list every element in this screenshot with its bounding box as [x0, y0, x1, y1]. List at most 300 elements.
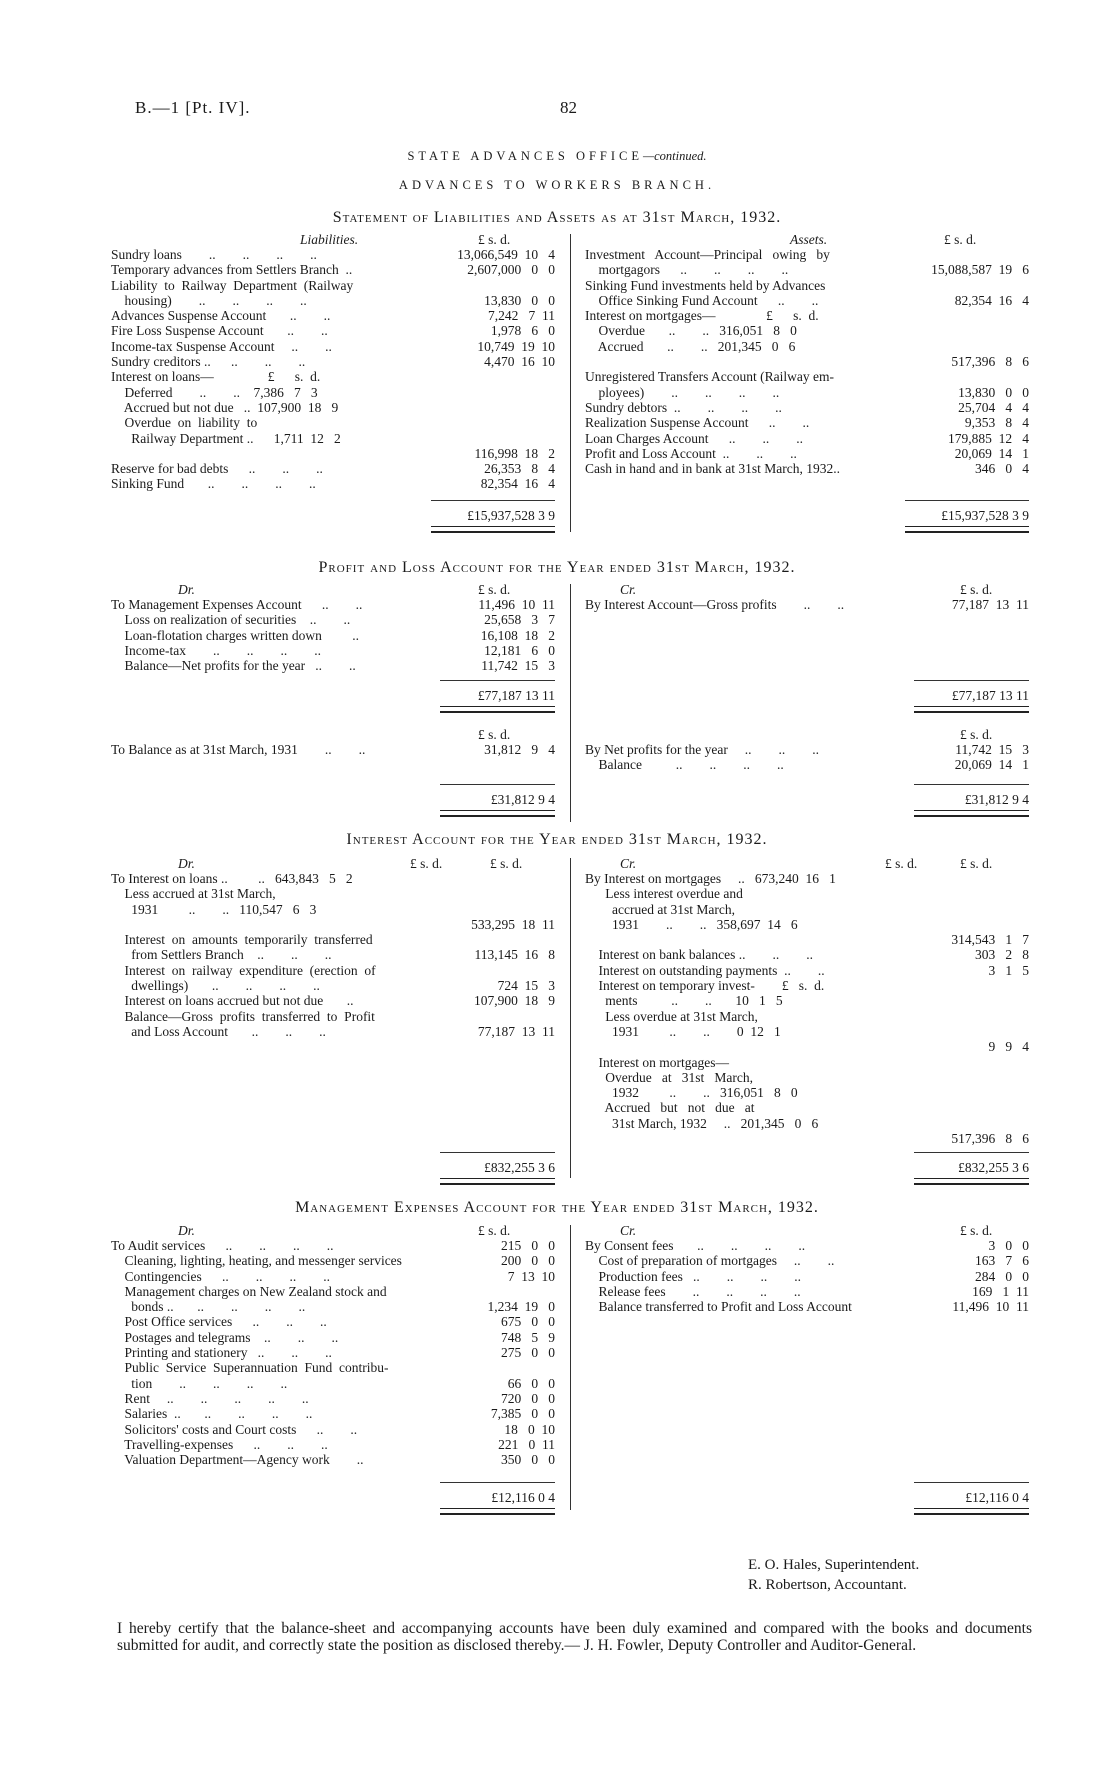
profit-loss-cr: Cr. — [620, 582, 637, 597]
pl2-debit-total-double-rule — [440, 810, 555, 817]
interest-cr: Cr. — [620, 856, 637, 871]
mgmt-cr: Cr. — [620, 1223, 637, 1238]
ledger-row — [111, 1422, 555, 1437]
ledger-label: Sinking Fund .. .. .. .. — [111, 476, 316, 492]
ledger-amount: 4,470 16 10 — [484, 354, 555, 370]
ledger-label: 1931 .. .. 0 12 1 — [585, 1023, 781, 1039]
ledger-amount: 13,066,549 10 4 — [457, 247, 555, 262]
ledger-amount: 11,742 15 3 — [955, 742, 1029, 757]
ledger-label: To Interest on loans .. .. 643,843 5 2 — [111, 871, 353, 886]
ledger-row — [585, 978, 1029, 993]
profit-loss-credits — [585, 597, 1029, 612]
ledger-amount: 215 0 0 — [501, 1238, 555, 1253]
ledger-label: Cash in hand and in bank at 31st March, 1932.. — [585, 461, 840, 477]
interest-debit-total-double-rule — [440, 1178, 555, 1185]
profit-loss-dr: Dr. — [178, 582, 195, 597]
ledger-row — [585, 1009, 1029, 1024]
ledger-row — [111, 293, 555, 308]
ledger-row — [111, 1284, 555, 1299]
ledger-amount: 18 0 10 — [504, 1421, 555, 1437]
ledger-row — [585, 1024, 1029, 1039]
ledger-row — [111, 1360, 555, 1375]
balance-sheet-divider — [570, 234, 571, 532]
ledger-row — [585, 339, 1029, 354]
ledger-amount: 169 1 11 — [972, 1283, 1029, 1299]
ledger-label: Less interest overdue and — [585, 886, 743, 902]
ledger-row — [585, 323, 1029, 338]
pl2-credit-total: £31,812 9 4 — [964, 792, 1029, 807]
ledger-amount: 77,187 13 11 — [477, 1023, 555, 1039]
mgmt-divider — [570, 1225, 571, 1510]
ledger-row — [111, 902, 555, 917]
pl-debit-total: £77,187 13 11 — [477, 688, 555, 703]
ledger-amount: 346 0 4 — [975, 461, 1029, 477]
ledger-label: and Loss Account .. .. .. — [111, 1023, 326, 1039]
liabilities-total: £15,937,528 3 9 — [467, 508, 555, 523]
ledger-label: Advances Suspense Account .. .. — [111, 308, 331, 324]
ledger-row — [585, 597, 1029, 612]
ledger-amount: 350 0 0 — [501, 1452, 555, 1468]
ledger-label: Cleaning, lighting, heating, and messenger services — [111, 1253, 402, 1269]
ledger-amount: 12,181 6 0 — [484, 642, 555, 658]
ledger-row — [585, 354, 1029, 369]
assets-heading: Assets. — [790, 232, 828, 247]
ledger-label: Interest on mortgages— — [585, 1054, 729, 1070]
ledger-row — [111, 1345, 555, 1360]
ledger-label: Rent .. .. .. .. .. — [111, 1390, 309, 1406]
assets-list — [585, 247, 1029, 476]
ledger-row — [111, 1330, 555, 1345]
ledger-row — [111, 1009, 555, 1024]
ledger-amount: 303 2 8 — [975, 947, 1029, 963]
ledger-label: from Settlers Branch .. .. .. — [111, 947, 332, 963]
ledger-row — [585, 902, 1029, 917]
ledger-row — [111, 1314, 555, 1329]
ledger-label: Printing and stationery .. .. .. — [111, 1345, 332, 1361]
ledger-row — [111, 1299, 555, 1314]
liabilities-total-double-rule — [431, 526, 555, 533]
balance-sheet-title: Statement of Liabilities and Assets as at 31st March, 1932. — [332, 209, 782, 226]
ledger-label: Investment Account—Principal owing by — [585, 247, 830, 262]
ledger-row — [585, 461, 1029, 476]
ledger-amount: 25,704 4 4 — [958, 399, 1029, 415]
ledger-amount: 10,749 19 10 — [477, 338, 555, 354]
mgmt-credit-total-double-rule — [914, 1508, 1029, 1515]
mgmt-credit-total-rule — [914, 1482, 1029, 1483]
ledger-row — [111, 1376, 555, 1391]
ledger-label: Accrued .. .. 201,345 0 6 — [585, 338, 796, 354]
ledger-row — [585, 1085, 1029, 1100]
ledger-row — [111, 1437, 555, 1452]
ledger-row — [111, 415, 555, 430]
profit-loss-debits — [111, 597, 555, 673]
ledger-label: mortgagors .. .. .. .. — [585, 262, 789, 278]
ledger-label: Interest on loans— £ s. d. — [111, 369, 321, 385]
ledger-label: Accrued but not due at — [585, 1100, 755, 1116]
signature-superintendent: E. O. Hales, Superintendent. — [748, 1557, 920, 1573]
liabilities-col-head: £ s. d. — [478, 232, 511, 247]
ledger-row — [585, 1116, 1029, 1131]
pl2-credit-total-double-rule — [914, 810, 1029, 817]
assets-total-rule — [905, 500, 1029, 501]
ledger-label: Railway Department .. 1,711 12 2 — [111, 430, 341, 446]
ledger-row — [111, 431, 555, 446]
ledger-label: Solicitors' costs and Court costs .. .. — [111, 1421, 358, 1437]
ledger-row — [585, 993, 1029, 1008]
ledger-row — [111, 643, 555, 658]
profit-loss-title: Profit and Loss Account for the Year ended 31st March, 1932. — [318, 559, 796, 576]
assets-col-head: £ s. d. — [944, 232, 977, 247]
ledger-amount: 517,396 8 6 — [951, 1131, 1029, 1147]
pl2-cr-col-head: £ s. d. — [960, 727, 993, 742]
ledger-label: Loss on realization of securities .. .. — [111, 612, 351, 628]
ledger-row — [585, 963, 1029, 978]
ledger-label: Public Service Superannuation Fund contribu- — [111, 1360, 389, 1376]
mgmt-cr-col-head: £ s. d. — [960, 1223, 993, 1238]
ledger-label: dwellings) .. .. .. .. — [111, 978, 320, 994]
document-reference: B.—1 [Pt. IV]. — [135, 98, 251, 117]
mgmt-dr: Dr. — [178, 1223, 195, 1238]
ledger-row — [585, 278, 1029, 293]
ledger-row — [111, 886, 555, 901]
ledger-label: 1931 .. .. 110,547 6 3 — [111, 901, 317, 917]
ledger-amount: 13,830 0 0 — [484, 292, 555, 308]
mgmt-debit-total-double-rule — [440, 1508, 555, 1515]
ledger-row — [111, 354, 555, 369]
audit-certificate: I hereby certify that the balance-sheet and accompanying accounts have been duly examined and compared with the books and documents submitted for audit, and correctly state the position as disclosed thereby.— J. H. Fowler, Deputy Controller and Auditor-General. — [117, 1620, 1032, 1654]
ledger-label: Less overdue at 31st March, — [585, 1008, 758, 1024]
ledger-label: Interest on mortgages— £ s. d. — [585, 308, 819, 324]
ledger-label: Sundry creditors .. .. .. .. — [111, 354, 306, 370]
ledger-row — [111, 1391, 555, 1406]
profit-loss-balance-debits — [111, 742, 555, 757]
ledger-row — [111, 1406, 555, 1421]
ledger-amount: 15,088,587 19 6 — [931, 262, 1029, 278]
ledger-row — [585, 1070, 1029, 1085]
ledger-label: Interest on temporary invest- £ s. d. — [585, 978, 825, 994]
ledger-row — [111, 385, 555, 400]
ledger-row — [111, 917, 555, 932]
ledger-row — [585, 400, 1029, 415]
ledger-label: tion .. .. .. .. — [111, 1375, 288, 1391]
ledger-label: Salaries .. .. .. .. .. — [111, 1406, 313, 1422]
ledger-amount: 1,978 6 0 — [490, 323, 555, 339]
ledger-amount: 720 0 0 — [501, 1390, 555, 1406]
ledger-label: Management charges on New Zealand stock and — [111, 1283, 387, 1299]
interest-divider — [570, 858, 571, 1178]
ledger-label: Interest on bank balances .. .. .. — [585, 947, 813, 963]
interest-dr: Dr. — [178, 856, 195, 871]
ledger-amount: 13,830 0 0 — [958, 384, 1029, 400]
ledger-label: Balance .. .. .. .. — [585, 757, 784, 773]
ledger-label: By Net profits for the year .. .. .. — [585, 742, 819, 757]
ledger-row — [585, 1299, 1029, 1314]
ledger-label: Deferred .. .. 7,386 7 3 — [111, 384, 318, 400]
ledger-label: Valuation Department—Agency work .. — [111, 1452, 364, 1468]
ledger-amount: 200 0 0 — [501, 1253, 555, 1269]
ledger-label: By Interest Account—Gross profits .. .. — [585, 597, 845, 612]
ledger-row — [585, 1055, 1029, 1070]
ledger-label: Balance—Net profits for the year .. .. — [111, 658, 356, 674]
ledger-amount: 3 1 5 — [988, 962, 1029, 978]
ledger-label: Liability to Railway Department (Railway — [111, 277, 354, 293]
ledger-label: Interest on railway expenditure (erection of — [111, 962, 376, 978]
management-expenses-title: Management Expenses Account for the Year ended 31st March, 1932. — [295, 1199, 819, 1216]
ledger-amount: 675 0 0 — [501, 1314, 555, 1330]
ledger-row — [585, 262, 1029, 277]
ledger-amount: 3 0 0 — [988, 1238, 1029, 1253]
ledger-amount: 179,885 12 4 — [948, 430, 1029, 446]
ledger-row — [111, 628, 555, 643]
ledger-row — [111, 993, 555, 1008]
ledger-row — [111, 308, 555, 323]
ledger-label: Income-tax Suspense Account .. .. — [111, 338, 332, 354]
ledger-label: Fire Loss Suspense Account .. .. — [111, 323, 328, 339]
interest-dr-col-head-1: £ s. d. — [410, 856, 443, 871]
ledger-amount: 16,108 18 2 — [480, 627, 555, 643]
ledger-label: accrued at 31st March, — [585, 901, 735, 917]
ledger-row — [585, 1039, 1029, 1054]
ledger-label: 31st March, 1932 .. 201,345 0 6 — [585, 1115, 819, 1131]
ledger-amount: 163 7 6 — [975, 1253, 1029, 1269]
pl2-dr-col-head: £ s. d. — [478, 727, 511, 742]
ledger-row — [585, 369, 1029, 384]
interest-credit-total-rule — [914, 1152, 1029, 1153]
ledger-amount: 314,543 1 7 — [951, 932, 1029, 948]
ledger-label: Cost of preparation of mortgages .. .. — [585, 1253, 835, 1269]
ledger-amount: 66 0 0 — [507, 1375, 555, 1391]
branch-heading: ADVANCES TO WORKERS BRANCH. — [398, 178, 716, 192]
ledger-row — [585, 932, 1029, 947]
ledger-row — [111, 278, 555, 293]
ledger-row — [585, 871, 1029, 886]
ledger-amount: 533,295 18 11 — [471, 916, 555, 932]
ledger-label: 1932 .. .. 316,051 8 0 — [585, 1085, 798, 1101]
ledger-row — [585, 446, 1029, 461]
ledger-label: Overdue on liability to — [111, 415, 258, 431]
ledger-amount: 7,385 0 0 — [490, 1406, 555, 1422]
mgmt-dr-col-head: £ s. d. — [478, 1223, 511, 1238]
mgmt-debit-total-rule — [440, 1482, 555, 1483]
ledger-label: Accrued but not due .. 107,900 18 9 — [111, 399, 339, 415]
ledger-label: By Consent fees .. .. .. .. — [585, 1238, 806, 1253]
ledger-row — [585, 886, 1029, 901]
liabilities-heading: Liabilities. — [300, 232, 359, 247]
ledger-label: Loan Charges Account .. .. .. — [585, 430, 803, 446]
ledger-label: Travelling-expenses .. .. .. — [111, 1436, 328, 1452]
ledger-label: Post Office services .. .. .. — [111, 1314, 327, 1330]
ledger-label: Reserve for bad debts .. .. .. — [111, 461, 323, 477]
assets-total-double-rule — [905, 526, 1029, 533]
ledger-label: Interest on amounts temporarily transferred — [111, 932, 373, 948]
ledger-row — [585, 293, 1029, 308]
ledger-label: To Audit services .. .. .. .. — [111, 1238, 334, 1253]
ledger-row — [585, 1131, 1029, 1146]
pl2-debit-total: £31,812 9 4 — [490, 792, 555, 807]
ledger-row — [111, 1452, 555, 1467]
ledger-amount: 82,354 16 4 — [480, 476, 555, 492]
ledger-row — [111, 658, 555, 673]
ledger-amount: 11,496 10 11 — [478, 597, 555, 612]
ledger-amount: 9,353 8 4 — [964, 415, 1029, 431]
ledger-row — [585, 917, 1029, 932]
ledger-label: Production fees .. .. .. .. — [585, 1268, 801, 1284]
ledger-label: Income-tax .. .. .. .. — [111, 642, 321, 658]
ledger-label: Profit and Loss Account .. .. .. — [585, 445, 797, 461]
pl-credit-total: £77,187 13 11 — [951, 688, 1029, 703]
ledger-row — [111, 247, 555, 262]
ledger-label: ments .. .. 10 1 5 — [585, 993, 783, 1009]
office-name: STATE ADVANCES OFFICE — [407, 149, 644, 163]
ledger-label: Office Sinking Fund Account .. .. — [585, 292, 819, 308]
ledger-row — [585, 308, 1029, 323]
ledger-label: Sundry debtors .. .. .. .. — [585, 399, 782, 415]
ledger-row — [585, 1100, 1029, 1115]
ledger-row — [585, 247, 1029, 262]
mgmt-credits — [585, 1238, 1029, 1314]
ledger-row — [111, 476, 555, 491]
mgmt-debit-total: £12,116 0 4 — [491, 1490, 555, 1505]
pl-debit-total-rule — [440, 680, 555, 681]
ledger-row — [585, 431, 1029, 446]
ledger-row — [585, 385, 1029, 400]
interest-dr-col-head-2: £ s. d. — [490, 856, 523, 871]
liabilities-total-rule — [431, 500, 555, 501]
ledger-row — [585, 1253, 1029, 1268]
ledger-amount: 2,607,000 0 0 — [467, 262, 555, 278]
pl2-debit-total-rule — [440, 784, 555, 785]
ledger-label: Release fees .. .. .. .. — [585, 1283, 801, 1299]
interest-debits — [111, 871, 555, 1039]
ledger-row — [111, 978, 555, 993]
ledger-row — [111, 446, 555, 461]
ledger-label: To Balance as at 31st March, 1931 .. .. — [111, 742, 366, 757]
ledger-amount: 11,496 10 11 — [952, 1299, 1029, 1315]
mgmt-credit-total: £12,116 0 4 — [965, 1490, 1029, 1505]
ledger-row — [111, 323, 555, 338]
profit-loss-divider — [570, 584, 571, 822]
ledger-amount: 107,900 18 9 — [474, 993, 555, 1009]
pl-credit-total-rule — [914, 680, 1029, 681]
interest-cr-col-head-1: £ s. d. — [885, 856, 918, 871]
ledger-label: 1931 .. .. 358,697 14 6 — [585, 916, 798, 932]
ledger-label: bonds .. .. .. .. .. — [111, 1299, 306, 1315]
interest-debit-total: £832,255 3 6 — [484, 1160, 555, 1175]
ledger-row — [111, 369, 555, 384]
ledger-row — [111, 947, 555, 962]
liabilities-list — [111, 247, 555, 492]
ledger-amount: 31,812 9 4 — [484, 742, 555, 757]
ledger-row — [111, 871, 555, 886]
ledger-amount: 748 5 9 — [501, 1329, 555, 1345]
ledger-label: Less accrued at 31st March, — [111, 886, 276, 902]
ledger-row — [585, 742, 1029, 757]
pl2-credit-total-rule — [914, 784, 1029, 785]
interest-credits — [585, 871, 1029, 1146]
ledger-amount: 113,145 16 8 — [474, 947, 555, 963]
ledger-row — [111, 963, 555, 978]
ledger-label: Sundry loans .. .. .. .. — [111, 247, 317, 262]
ledger-label: Overdue .. .. 316,051 8 0 — [585, 323, 797, 339]
interest-debit-total-rule — [440, 1152, 555, 1153]
office-suffix: —continued. — [643, 149, 707, 163]
ledger-amount: 284 0 0 — [975, 1268, 1029, 1284]
ledger-row — [111, 1238, 555, 1253]
profit-loss-balance-credits — [585, 742, 1029, 773]
ledger-row — [111, 597, 555, 612]
ledger-label: Loan-flotation charges written down .. — [111, 627, 359, 643]
ledger-row — [111, 932, 555, 947]
ledger-amount: 11,742 15 3 — [481, 658, 555, 674]
ledger-row — [111, 742, 555, 757]
ledger-label: To Management Expenses Account .. .. — [111, 597, 363, 612]
ledger-amount: 1,234 19 0 — [487, 1299, 555, 1315]
ledger-amount: 724 15 3 — [497, 978, 555, 994]
office-heading — [0, 148, 1114, 164]
ledger-row — [111, 1253, 555, 1268]
ledger-label: ployees) .. .. .. .. — [585, 384, 780, 400]
ledger-row — [111, 612, 555, 627]
pl-debit-total-double-rule — [440, 706, 555, 713]
signature-accountant: R. Robertson, Accountant. — [748, 1577, 907, 1593]
ledger-row — [111, 400, 555, 415]
ledger-amount: 7,242 7 11 — [488, 308, 555, 324]
ledger-amount: 20,069 14 1 — [954, 445, 1029, 461]
ledger-row — [111, 262, 555, 277]
ledger-row — [585, 947, 1029, 962]
ledger-label: Temporary advances from Settlers Branch .. — [111, 262, 353, 278]
page-number: 82 — [560, 98, 577, 117]
ledger-label: Overdue at 31st March, — [585, 1069, 753, 1085]
ledger-label: Postages and telegrams .. .. .. — [111, 1329, 339, 1345]
profit-loss-dr-col-head: £ s. d. — [478, 582, 511, 597]
ledger-row — [585, 1284, 1029, 1299]
ledger-row — [585, 757, 1029, 772]
ledger-amount: 7 13 10 — [507, 1268, 555, 1284]
ledger-amount: 77,187 13 11 — [951, 597, 1029, 612]
ledger-row — [585, 1238, 1029, 1253]
ledger-row — [111, 461, 555, 476]
profit-loss-cr-col-head: £ s. d. — [960, 582, 993, 597]
mgmt-debits — [111, 1238, 555, 1467]
interest-account-title: Interest Account for the Year ended 31st March, 1932. — [346, 831, 768, 848]
ledger-label: By Interest on mortgages .. 673,240 16 1 — [585, 871, 836, 886]
ledger-label: Realization Suspense Account .. .. — [585, 415, 810, 431]
ledger-label: Balance—Gross profits transferred to Profit — [111, 1008, 375, 1024]
ledger-amount: 25,658 3 7 — [484, 612, 555, 628]
ledger-amount: 20,069 14 1 — [954, 757, 1029, 773]
interest-cr-col-head-2: £ s. d. — [960, 856, 993, 871]
ledger-label: Unregistered Transfers Account (Railway em- — [585, 369, 834, 385]
ledger-amount: 221 0 11 — [498, 1436, 555, 1452]
ledger-amount: 116,998 18 2 — [474, 445, 555, 461]
ledger-amount: 82,354 16 4 — [954, 292, 1029, 308]
interest-credit-total: £832,255 3 6 — [958, 1160, 1029, 1175]
pl-credit-total-double-rule — [914, 706, 1029, 713]
ledger-label: Interest on outstanding payments .. .. — [585, 962, 825, 978]
ledger-label: Sinking Fund investments held by Advances — [585, 277, 826, 293]
ledger-row — [585, 415, 1029, 430]
ledger-row — [111, 339, 555, 354]
ledger-row — [111, 1269, 555, 1284]
ledger-row — [585, 1269, 1029, 1284]
assets-total: £15,937,528 3 9 — [941, 508, 1029, 523]
ledger-row — [111, 1024, 555, 1039]
ledger-amount: 9 9 4 — [988, 1039, 1029, 1055]
ledger-label: Balance transferred to Profit and Loss Account — [585, 1299, 852, 1315]
ledger-amount: 26,353 8 4 — [484, 461, 555, 477]
ledger-amount: 275 0 0 — [501, 1345, 555, 1361]
